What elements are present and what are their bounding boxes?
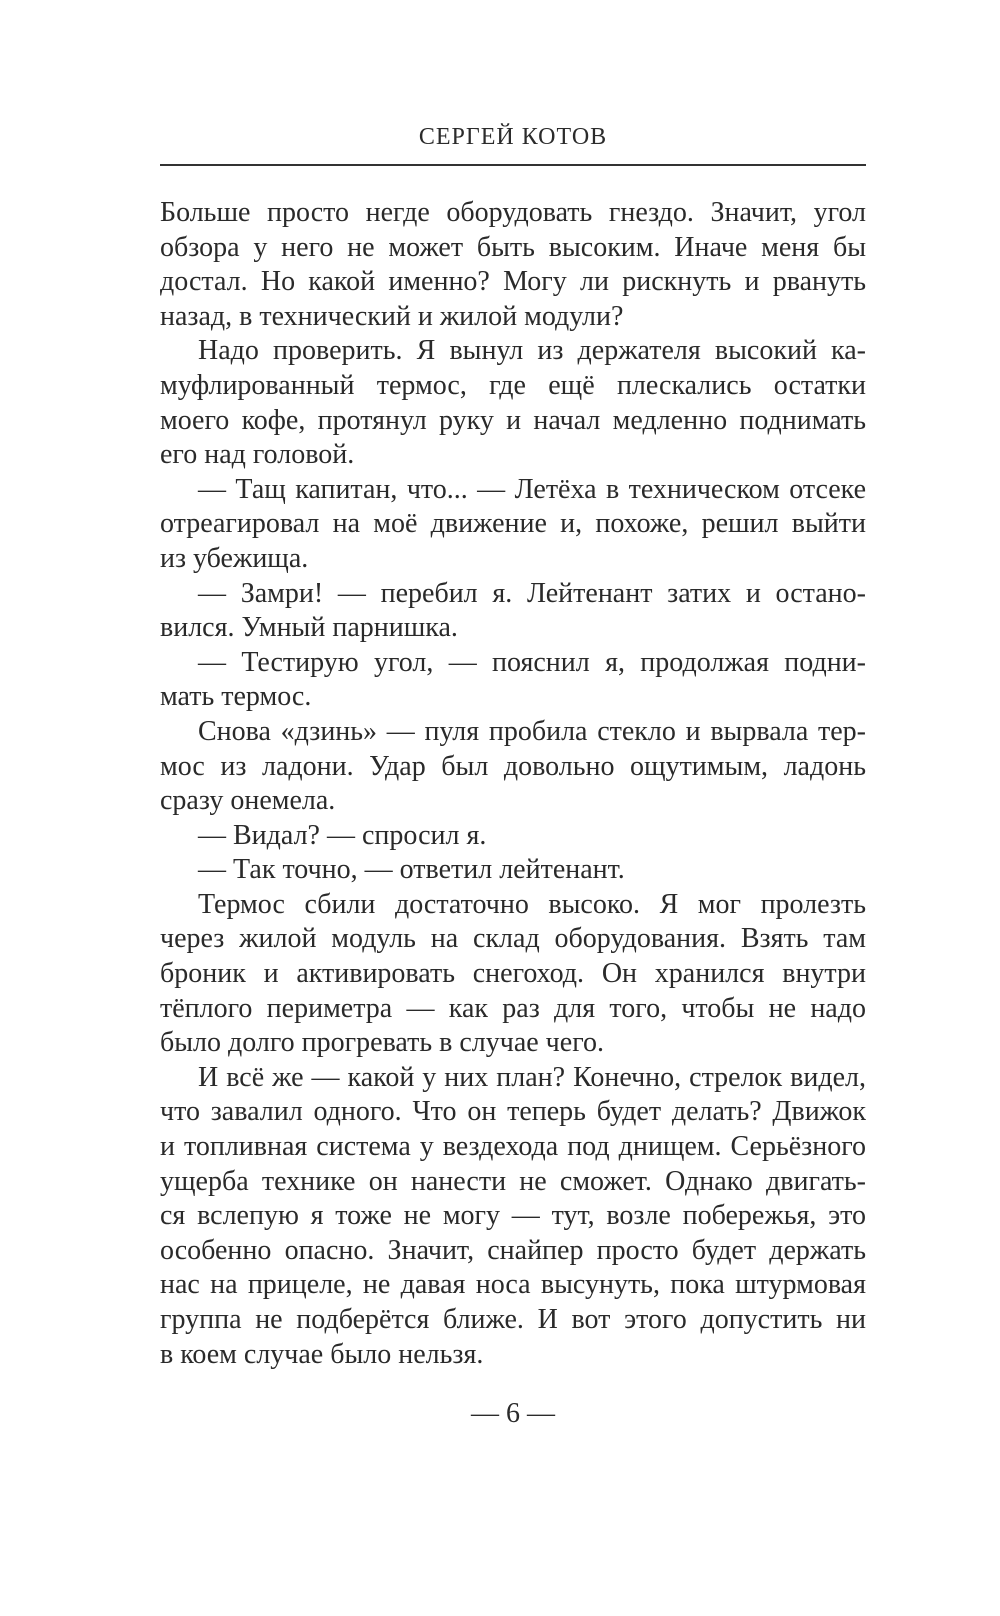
text-line: ся вслепую я тоже не могу — тут, возле побережья, это (160, 1200, 866, 1232)
text-line: ущерба технике он нанести не сможет. Однако двигать- (160, 1165, 866, 1197)
text-line: что завалил одного. Что он теперь будет делать? Движок (160, 1096, 866, 1128)
text-line: — Так точно, — ответил лейтенант. (198, 854, 625, 886)
text-line: мать термос. (160, 681, 312, 713)
text-line: было долго прогревать в случае чего. (160, 1027, 604, 1059)
text-line: — Замри! — перебил я. Лейтенант затих и остано- (198, 577, 866, 609)
text-line: Надо проверить. Я вынул из держателя высокий ка- (198, 335, 866, 367)
text-line: И всё же — какой у них план? Конечно, стрелок видел, (198, 1061, 866, 1093)
text-line: особенно опасно. Значит, снайпер просто будет держать (160, 1234, 866, 1266)
text-line: в коем случае было нельзя. (160, 1338, 484, 1370)
text-line: через жилой модуль на склад оборудования. Взять там (160, 923, 866, 955)
text-line: тёплого периметра — как раз для того, чтобы не надо (160, 992, 866, 1024)
body-text (160, 196, 866, 1372)
text-line: — Тащ капитан, что... — Летёха в техническом отсеке (198, 473, 866, 505)
text-line: Снова «дзинь» — пуля пробила стекло и вырвала тер- (198, 715, 866, 747)
text-line: — Видал? — спросил я. (198, 819, 487, 851)
text-line: нас на прицеле, не давая носа высунуть, пока штурмовая (160, 1269, 866, 1301)
text-line: его над головой. (160, 439, 355, 471)
text-line: назад, в технический и жилой модули? (160, 300, 624, 332)
text-line: броник и активировать снегоход. Он хранился внутри (160, 958, 866, 990)
text-line: — Тестирую угол, — пояснил я, продолжая подни- (198, 646, 866, 678)
page-number: — 6 — (471, 1398, 555, 1429)
running-head: СЕРГЕЙ КОТОВ (418, 124, 608, 150)
text-line: достал. Но какой именно? Могу ли рискнуть и рвануть (160, 266, 866, 298)
text-line: вился. Умный парнишка. (160, 612, 458, 644)
text-line: Термос сбили достаточно высоко. Я мог пролезть (198, 888, 866, 920)
text-line: из убежища. (160, 542, 309, 574)
header-rule (160, 164, 866, 166)
text-line: группа не подберётся ближе. И вот этого допустить ни (160, 1304, 866, 1335)
text-line: и топливная система у вездехода под днищем. Серьёзного (160, 1131, 866, 1163)
text-line: обзора у него не может быть высоким. Иначе меня бы (160, 231, 866, 263)
text-line: мос из ладони. Удар был довольно ощутимым, ладонь (160, 750, 866, 782)
text-line: сразу онемела. (160, 785, 336, 817)
text-line: муфлированный термос, где ещё плескались остатки (160, 369, 866, 401)
text-line: отреагировал на моё движение и, похоже, решил выйти (160, 508, 866, 540)
text-line: моего кофе, протянул руку и начал медленно поднимать (160, 404, 866, 436)
text-line: Больше просто негде оборудовать гнездо. Значит, угол (160, 197, 866, 228)
